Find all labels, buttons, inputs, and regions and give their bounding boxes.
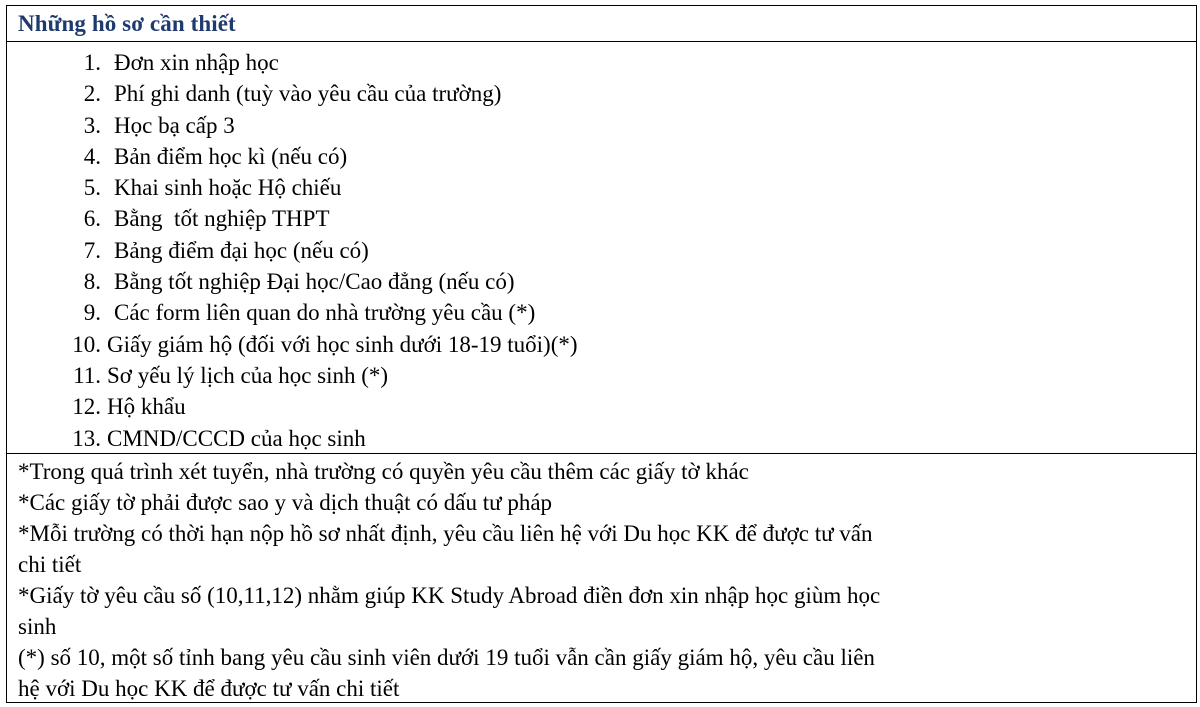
note-line: chi tiết [18,552,82,577]
item-text: Đơn xin nhập học [114,50,279,75]
documents-list [7,47,1196,454]
list-item [7,235,1196,266]
item-text: Bằng tốt nghiệp Đại học/Cao đẳng (nếu có) [114,269,515,295]
title-row [7,6,1196,42]
item-text: Sơ yếu lý lịch của học sinh (*) [107,362,389,388]
list-item [7,47,1196,78]
note-line: sinh [18,614,57,639]
list-item [7,360,1196,391]
list-item [7,297,1196,328]
list-item [7,141,1196,172]
item-text: Các form liên quan do nhà trường yêu cầu (*) [114,300,536,326]
list-item [7,423,1196,454]
item-number: 13. [72,425,101,451]
item-text: Bằng tốt nghiệp THPT [114,206,330,232]
item-text: CMND/CCCD của học sinh [107,425,366,451]
documents-list-section [7,42,1196,454]
item-number: 2. [83,81,101,107]
item-number: 11. [73,362,101,388]
item-number: 10. [72,331,101,357]
item-text: Khai sinh hoặc Hộ chiếu [114,175,342,201]
item-number: 9. [83,300,101,326]
item-number: 6. [83,206,101,232]
item-number: 7. [83,237,101,263]
item-number: 5. [83,175,101,201]
item-number: 12. [72,394,101,420]
item-number: 3. [83,112,101,138]
list-item [7,78,1196,109]
item-text: Bảng điểm đại học (nếu có) [114,237,369,263]
note-line: *Các giấy tờ phải được sao y và dịch thuật có dấu tư pháp [18,490,553,515]
item-text: Phí ghi danh (tuỳ vào yêu cầu của trường) [114,81,502,107]
list-item [7,391,1196,422]
requirements-table [6,5,1197,703]
note-line: *Trong quá trình xét tuyển, nhà trường có quyền yêu cầu thêm các giấy tờ khác [18,459,749,484]
note-line: *Giấy tờ yêu cầu số (10,11,12) nhằm giúp KK Study Abroad điền đơn xin nhập học giùm học [18,583,881,608]
item-number: 1. [83,50,101,75]
list-item [7,203,1196,234]
list-item [7,172,1196,203]
item-text: Giấy giám hộ (đối với học sinh dưới 18-19 tuổi)(*) [107,331,578,357]
note-line: (*) số 10, một số tỉnh bang yêu cầu sinh viên dưới 19 tuổi vẫn cần giấy giám hộ, yêu cầu liên [18,645,875,670]
item-text: Hộ khẩu [107,394,186,420]
list-item [7,329,1196,360]
list-item [7,266,1196,297]
notes-section [7,454,1196,702]
item-number: 4. [83,143,101,169]
note-line: hệ với Du học KK để được tư vấn chi tiết [18,676,400,701]
list-item [7,110,1196,141]
page-title: Những hồ sơ cần thiết [18,10,236,36]
note-line: *Mỗi trường có thời hạn nộp hồ sơ nhất định, yêu cầu liên hệ với Du học KK để được tư vấn [18,521,873,546]
item-text: Bản điểm học kì (nếu có) [114,143,348,169]
item-text: Học bạ cấp 3 [114,112,235,138]
item-number: 8. [83,269,101,295]
